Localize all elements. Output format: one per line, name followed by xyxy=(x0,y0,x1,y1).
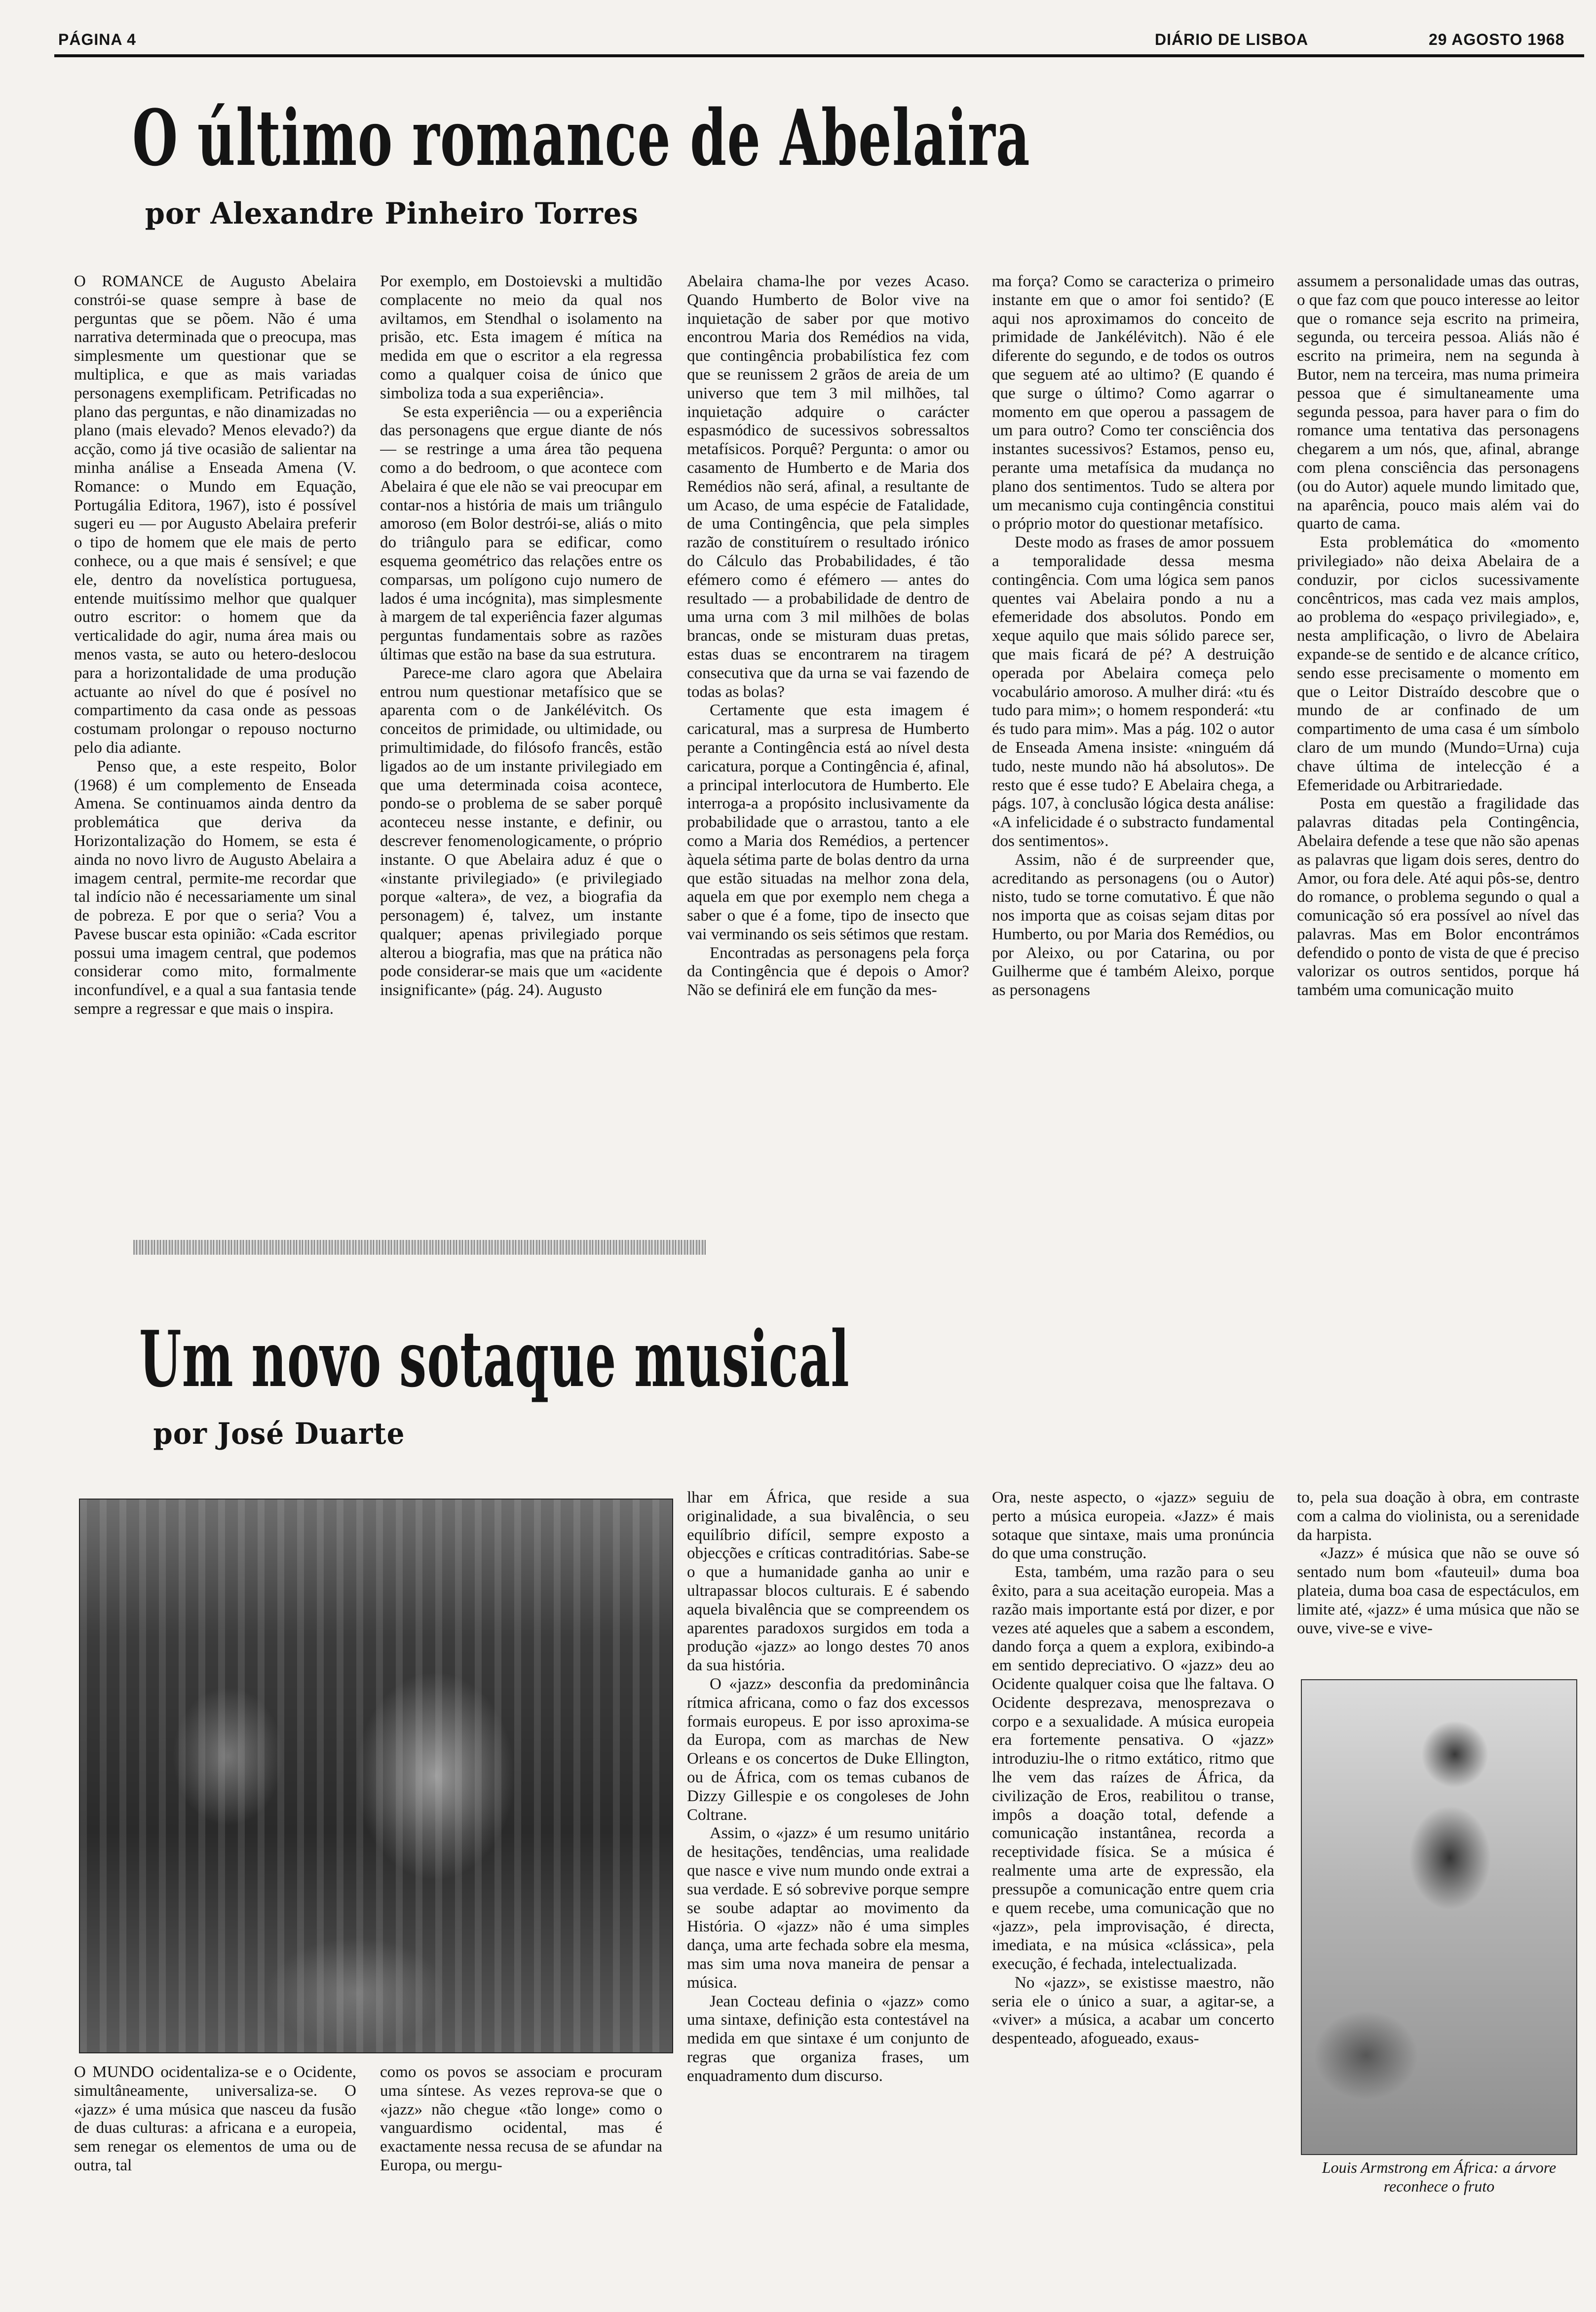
article1-column-1 xyxy=(74,272,356,1214)
column-text: Ora, neste aspecto, o «jazz» seguiu de perto a música europeia. «Jazz» é mais sotaque que sintaxe, mais uma pronúncia do que uma construção. Esta, também, uma razão para o seu êxito, para a sua aceitação europeia. Mas a razão mais importante está por dizer, e por vezes até aqueles que a sabem a escondem, dando força a quem a explora, exibindo-a em sentido depreciativo. O «jazz» deu ao Ocidente qualquer coisa que lhe faltava. O Ocidente desprezava, menosprezava o corpo e a sexualidade. A música europeia era fortemente pensativa. O «jazz» introduziu-lhe o ritmo extático, ritmo que lhe vem das raízes de África, da civilização de Eros, reabilitou o transe, impôs a doação total, defende a comunicação instantânea, recorda a receptividade física. Se a música é realmente uma arte de expressão, ela pressupõe a comunicação entre quem cria e quem recebe, uma comunicação que no «jazz», pela improvisação, é directa, imediata, e na música «clássica», pela execução, é fechada, intelectualizada. No «jazz», se existisse maestro, não seria ele o único a suar, a agitar-se, a «viver» a música, a acabar um concerto despenteado, afogueado, exaus- xyxy=(992,1489,1274,2048)
column-text: Por exemplo, em Dostoievski a multidão complacente no meio da qual nos aviltamos, em Stendhal o isolamento na prisão, etc. Esta imagem é mítica na medida em que o escritor a ela regressa como a qualquer coisa de único que simboliza toda a sua experiência». Se esta experiência — ou a experiência das personagens que ergue diante de nós — se restringe a uma área tão pequena como a do bedroom, o que acontece com Abelaira é que ele não se vai preocupar em contar-nos a história de mais um triângulo amoroso (em Bolor destrói-se, aliás o mito do triângulo para se edificar, como esquema geométrico das relações entre os comparsas, um polígono cujo numero de lados é uma incógnita), mas simplesmente à margem de tal experiência fazer algumas perguntas fundamentais sobre as razões últimas que estão na base da sua estrutura. Parece-me claro agora que Abelaira entrou num questionar metafísico que se aparenta com o de Jankélévitch. Os conceitos de primidade, ou ultimidade, ou primultimidade, do filósofo francês, estão ligados ao de um instante privilegiado em que uma determinada coisa acontece, pondo-se o problema de se saber porquê aconteceu nesse instante, e definir, ou descrever fenomenologicamente, o próprio instante. O que Abelaira aduz é que o «instante privilegiado» (e privilegiado porque «altera», de vez, a biografia da personagem) é, talvez, um instante qualquer; apenas privilegiado porque alterou a biografia, mas que na prática não pode considerar-se mais que um «acidente insignificante» (pág. 24). Augusto xyxy=(380,272,662,1000)
column-text: Abelaira chama-lhe por vezes Acaso. Quando Humberto de Bolor vive na inquietação de saber por que motivo encontrou Maria dos Remédios na vida, que contingência probabilística fez com que se reunissem 2 grãos de areia de um universo que tem 3 mil milhões, tal inquietação adquire o carácter espasmódico de sucessivos sobressaltos metafísicos. Porquê? Pergunta: o amor ou casamento de Humberto e de Maria dos Remédios não será, afinal, a resultante de um Acaso, de uma espécie de Fatalidade, de uma Contingência, que pela simples razão de constituírem o resultado irónico do Cálculo das Probabilidades, é tão efémero como é efémero — antes do resultado — a probabilidade de dentro de uma urna com 3 mil milhões de bolas brancas, onde se misturam duas pretas, estas duas se encontrarem na tiragem consecutiva que da urna se vai fazendo de todas as bolas? Certamente que esta imagem é caricatural, mas a surpresa de Humberto perante a Contingência está ao nível desta caricatura, porque a Contingência é, afinal, a principal interlocutora de Humberto. Ele interroga-a a propósito inclusivamente da probabilidade que o arrastou, tanto a ele como a Maria dos Remédios, a pertencer àquela sétima parte de bolas dentro da urna que estão situadas na melhor zona dela, aquela em que por exemplo nem chega a saber o que é a fome, tipo de insecto que vai verminando os seis sétimos que restam. Encontradas as personagens pela força da Contingência que é depois o Amor? Não se definirá ele em função da mes- xyxy=(687,272,969,1000)
article1-column-4 xyxy=(992,272,1274,1214)
article2-column-4 xyxy=(992,1489,1274,2249)
article2-title: Um novo sotaque musical xyxy=(139,1314,850,1404)
article2-column-1 xyxy=(74,2063,356,2251)
issue-date: 29 AGOSTO 1968 xyxy=(1429,31,1565,48)
newspaper-name: DIÁRIO DE LISBOA xyxy=(1155,31,1309,48)
column-text: como os povos se associam e procuram uma síntese. As vezes reprova-se que o «jazz» não chegue «tão longe» como o vanguardismo ocidental, mas é exactamente nessa recusa de se afundar na Europa, ou mergu- xyxy=(380,2063,662,2174)
section-divider xyxy=(133,1240,706,1255)
column-text: O MUNDO ocidentaliza-se e o Ocidente, simultâneamente, universaliza-se. O «jazz» é uma música que nasceu da fusão de duas culturas: a africana e a europeia, sem renegar os elementos de uma ou de outra, tal xyxy=(74,2063,356,2174)
article2-column-3 xyxy=(687,1489,969,2249)
photo-caption: Louis Armstrong em África: a árvore reconhece o fruto xyxy=(1322,2158,1557,2195)
column-text: ma força? Como se caracteriza o primeiro instante em que o amor foi sentido? (E aqui nos aproximamos do conceito de primidade de Jankélévitch). Não é ele diferente do segundo, e de todos os outros que seguem até ao ultimo? (E quando é que surge o último? Como agarrar o momento em que operou a passagem de um para outro? Como ter consciência dos instantes sucessivos? Estamos, penso eu, perante uma metafísica da mudança no plano dos sentimentos. Tudo se altera por um mecanismo cuja contingência constitui o próprio motor do questionar metafísico. Deste modo as frases de amor possuem a temporalidade dessa mesma contingência. Com uma lógica sem panos quentes vai Abelaira pondo a nu a efemeridade dos absolutos. Pondo em xeque aquilo que mais sólido parece ser, que mais ficará de pé? A destruição operada por Abelaira começa pelo vocabulário amoroso. A mulher dirá: «tu és tudo para mim»; o homem responderá: «tu és tudo para mim». Mas a pág. 102 o autor de Enseada Amena insiste: «ninguém dá tudo, neste mundo não há absolutos». De resto que é esse tudo? E Abelaira chega, a págs. 107, à conclusão lógica desta análise: «A infelicidade é o substracto fundamental dos sentimentos». Assim, não é de surpreender que, acreditando as personagens (ou o Autor) nisto, tudo se torne comutativo. É que não nos importa que as coisas sejam ditas por Humberto, ou por Maria dos Remédios, ou por Aleixo, ou por Catarina, ou por Guilherme que é também Aleixo, porque as personagens xyxy=(992,272,1274,1000)
article1-title: O último romance de Abelaira xyxy=(132,93,1030,183)
column-text: lhar em África, que reside a sua originalidade, a sua bivalência, o seu equilíbrio difícil, sempre exposto a objecções e críticas contraditórias. Sabe-se o que a humanidade ganha ao unir e ultrapassar blocos culturais. E é sabendo aquela bivalência que se compreendem os aparentes paradoxos surgidos em toda a produção «jazz» ao longo destes 70 anos da sua história. O «jazz» desconfia da predominância rítmica africana, como o faz dos excessos formais europeus. E por isso aproxima-se da Europa, com as marchas de New Orleans e os concertos de Duke Ellington, ou de África, com os temas cubanos de Dizzy Gillespie e os congoleses de John Coltrane. Assim, o «jazz» é um resumo unitário de hesitações, tendências, uma realidade que nasce e vive num mundo onde extrai a sua verdade. E só sobrevive porque sempre se soube adaptar ao movimento da História. O «jazz» não é uma simples dança, uma arte fechada sobre ela mesma, mas sim uma nova maneira de pensar a música. Jean Cocteau definia o «jazz» como uma sintaxe, definição esta contestável na medida em que sintaxe é um conjunto de regras que organiza frases, um enquadramento dum discurso. xyxy=(687,1489,969,2085)
louis-armstrong-photo xyxy=(1301,1679,1577,2155)
page-number: PÁGINA 4 xyxy=(58,31,136,48)
article1-column-5 xyxy=(1297,272,1579,1214)
column-text: O ROMANCE de Augusto Abelaira constrói-se quase sempre à base de perguntas que se põem. Não é uma narrativa determinada que o preocupa, mas simplesmente um questionar que se multiplica, e que as mais variadas personagens exemplificam. Petrificadas no plano das perguntas, e não dinamizadas no plano (mais elevado? Menos elevado?) da acção, como já tive ocasião de salientar na minha análise a Enseada Amena (V. Romance: o Mundo em Equação, Portugália Editora, 1967), isto é possível sugeri eu — por Augusto Abelaira preferir o tipo de homem que ele mais de perto conhece, ou a que mais é sensível; e que ele, dentro da novelística portuguesa, entende muitíssimo melhor que qualquer outro escritor: o homem que da verticalidade do agir, numa área mais ou menos vasta, se auto ou hetero-deslocou para a horizontalidade de uma produção actuante ao nível do que é posível no compartimento da casa onde as pessoas costumam prolongar o repouso nocturno pelo dia adiante. Penso que, a este respeito, Bolor (1968) é um complemento de Enseada Amena. Se continuamos ainda dentro da problemática que deriva da Horizontalização do Homem, se esta é ainda no novo livro de Augusto Abelaira a imagem central, permite-me recordar que tal indício não é necessariamente um sinal de pobreza. E por que o seria? Vou a Pavese buscar esta opinião: «Cada escritor possui uma imagem central, que podemos considerar como mito, formalmente inconfundível, e a qual a sua fantasia tende sempre a regressar e que mais o inspira. xyxy=(74,272,356,1018)
column-text: to, pela sua doação à obra, em contraste com a calma do violinista, ou a serenidade da harpista. «Jazz» é música que não se ouve só sentado num bom «fauteuil» duma boa plateia, duma boa casa de espectáculos, em limite até, «jazz» é uma música que não se ouve, vive-se e vive- xyxy=(1297,1489,1579,1637)
article2-column-5 xyxy=(1297,1489,1579,1671)
header-rule xyxy=(54,54,1584,57)
concert-photo xyxy=(79,1499,673,2053)
article1-column-3 xyxy=(687,272,969,1214)
column-text: assumem a personalidade umas das outras, o que faz com que pouco interesse ao leitor que o romance seja escrito na primeira, segunda, ou terceira pessoa. Aliás não é escrito na primeira, nem na segunda à Butor, nem na terceira, mas numa primeira pessoa que é simultaneamente uma segunda pessoa, para haver para o fim do romance uma tentativa das personagens chegarem a um nós, que, afinal, abrange com plena consciência das personagens (ou do Autor) aquele mundo limitado que, na aparência, pouco mais além vai do quarto de cama. Esta problemática do «momento privilegiado» não deixa Abelaira de a conduzir, por ciclos sucessivamente concêntricos, mas cada vez mais amplos, ao problema do «espaço privilegiado», e, nesta amplificação, o livro de Abelaira expande-se de sentido e de alcance crítico, sendo esse precisamente o momento em que o Leitor Distraído descobre que o mundo de ar confinado de um compartimento de uma casa é um símbolo claro de um mundo (Mundo=Urna) cuja chave última de intelecção é a Efemeridade ou Arbitrariedade. Posta em questão a fragilidade das palavras ditadas pela Contingência, Abelaira defende a tese que não são apenas as palavras que ligam dois seres, dentro do Amor, ou fora dele. Até aqui pôs-se, dentro do romance, o problema segundo o qual a comunicação só era possível ao nível das palavras. Mas em Bolor encontrámos defendido o ponto de vista de que é preciso valorizar os outros sentidos, porque há também uma comunicação muito xyxy=(1297,272,1579,1000)
article2-column-2 xyxy=(380,2063,662,2251)
article2-byline: por José Duarte xyxy=(153,1417,405,1451)
article1-byline: por Alexandre Pinheiro Torres xyxy=(145,196,639,231)
article1-column-2 xyxy=(380,272,662,1214)
